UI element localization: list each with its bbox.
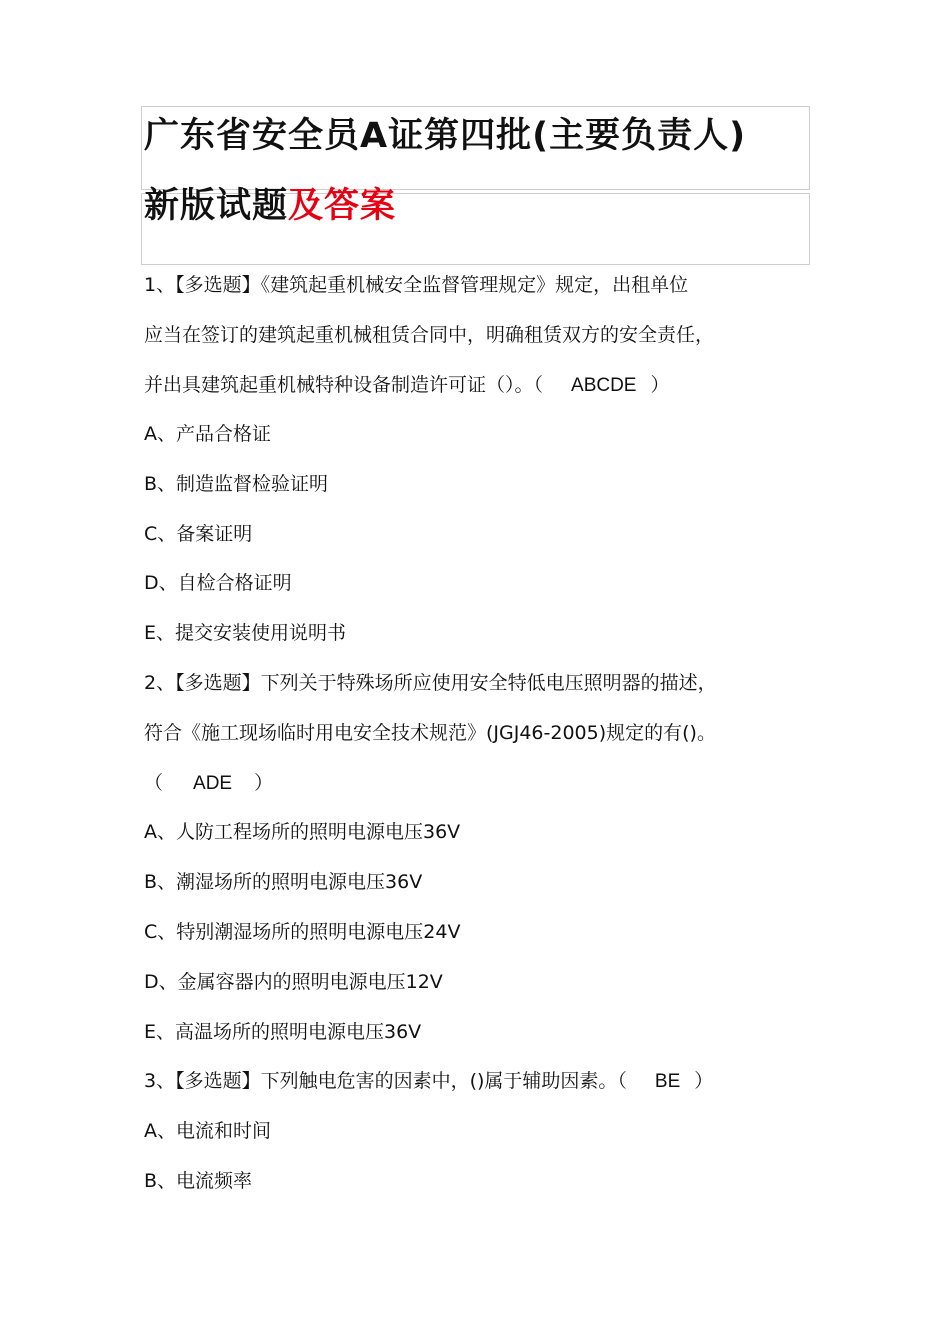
- q2-text-line1: 2、【多选题】下列关于特殊场所应使用安全特低电压照明器的描述，: [144, 672, 717, 694]
- q2-answer-line: [144, 771, 273, 796]
- q1-answer: ABCDE: [571, 375, 637, 396]
- q3-answer: BE: [654, 1071, 681, 1092]
- q1-option-b: B、制造监督检验证明: [144, 473, 329, 495]
- q3-text-body: 3、【多选题】下列触电危害的因素中，()属于辅助因素。（: [144, 1070, 627, 1092]
- page-title-line2: [144, 178, 396, 228]
- q1-option-d: D、自检合格证明: [144, 572, 292, 594]
- q1-text-line3: [144, 373, 670, 398]
- q1-option-a: A、产品合格证: [144, 423, 271, 445]
- q1-answer-close: ）: [650, 374, 670, 396]
- title-black-part: 新版试题: [144, 186, 289, 226]
- page-title-line1: 广东省安全员A证第四批(主要负责人): [144, 116, 747, 156]
- q2-option-d: D、金属容器内的照明电源电压12V: [144, 971, 443, 993]
- q2-option-a: A、人防工程场所的照明电源电压36V: [144, 821, 461, 843]
- q1-option-c: C、备案证明: [144, 523, 253, 545]
- q3-option-b: B、电流频率: [144, 1170, 253, 1192]
- q3-option-a: A、电流和时间: [144, 1120, 271, 1142]
- title-red-part: 及答案: [288, 186, 397, 226]
- q1-text-line1: 1、【多选题】《建筑起重机械安全监督管理规定》规定，出租单位: [144, 274, 689, 296]
- q1-text-line3-body: 并出具建筑起重机械特种设备制造许可证（）。（: [144, 374, 544, 396]
- q2-option-c: C、特别潮湿场所的照明电源电压24V: [144, 921, 461, 943]
- q3-answer-close: ）: [694, 1070, 714, 1092]
- q2-answer-close: ）: [254, 772, 274, 794]
- q1-option-e: E、提交安装使用说明书: [144, 622, 347, 644]
- q1-text-line2: 应当在签订的建筑起重机械租赁合同中，明确租赁双方的安全责任，: [144, 324, 715, 346]
- q2-answer-open: （: [144, 772, 164, 794]
- q2-option-b: B、潮湿场所的照明电源电压36V: [144, 871, 423, 893]
- q2-option-e: E、高温场所的照明电源电压36V: [144, 1021, 422, 1043]
- q3-text-line1: [144, 1069, 713, 1094]
- q2-answer: ADE: [193, 773, 233, 794]
- q2-text-line2: 符合《施工现场临时用电安全技术规范》(JGJ46-2005)规定的有()。: [144, 722, 716, 744]
